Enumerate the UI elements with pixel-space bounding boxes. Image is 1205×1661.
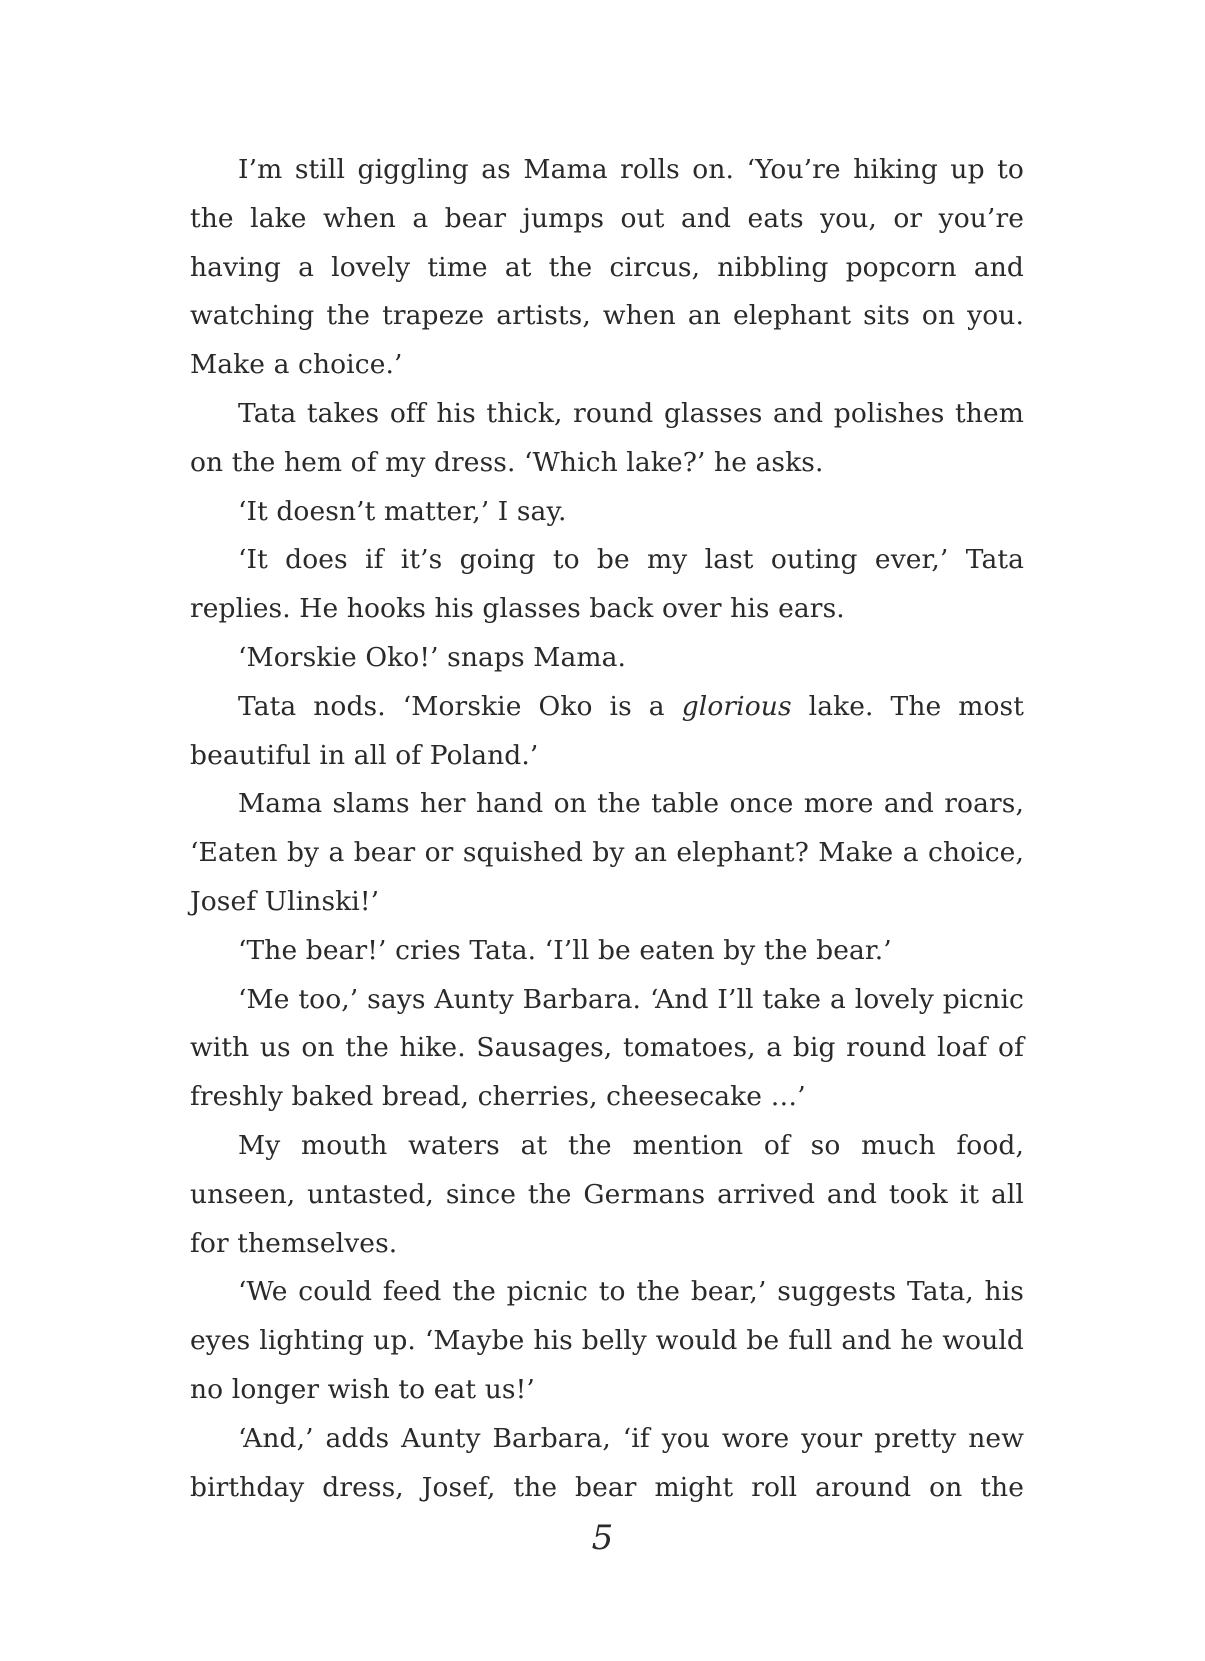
page-number: 5 <box>591 1518 614 1558</box>
text-run: ‘It doesn’t matter,’ I say. <box>238 495 567 527</box>
text-run: ‘Me too,’ says Aunty Barbara. ‘And I’ll take a lovely picnic with us on the hike. Sausages, tomatoes, a big round loaf of freshly baked bread, cherries, cheesecake …’ <box>190 983 1024 1113</box>
paragraph <box>190 976 1024 1122</box>
paragraph <box>190 390 1024 488</box>
paragraph <box>190 1415 1024 1513</box>
text-run: ‘Morskie Oko!’ snaps Mama. <box>238 641 626 673</box>
paragraph <box>190 536 1024 634</box>
text-run: I’m still giggling as Mama rolls on. ‘You’re hiking up to the lake when a bear jumps out and eats you, or you’re having a lovely time at the circus, nibbling popcorn and watching the trapeze artists, when an elephant sits on you. Make a choice.’ <box>190 154 1024 381</box>
paragraph <box>190 1122 1024 1268</box>
paragraph <box>190 683 1024 781</box>
paragraph <box>190 634 1024 683</box>
text-run: lake. The most beautiful in all of Poland.’ <box>190 690 1025 771</box>
paragraph <box>190 146 1024 390</box>
text-run: My mouth waters at the mention of so much food, unseen, untasted, since the Germans arrived and took it all for themselves. <box>190 1129 1024 1259</box>
text-run: ‘And,’ adds Aunty Barbara, ‘if you wore your pretty new birthday dress, Josef, the bear might roll around on the <box>190 1422 1024 1503</box>
text-run: ‘We could feed the picnic to the bear,’ suggests Tata, his eyes lighting up. ‘Maybe his belly would be full and he would no longer wish to eat us!’ <box>190 1276 1024 1405</box>
paragraph <box>190 780 1024 926</box>
text-run: Tata nods. ‘Morskie Oko is a <box>238 690 682 722</box>
paragraph <box>190 488 1024 537</box>
text-run: Tata takes off his thick, round glasses and polishes them on the hem of my dress. ‘Which lake?’ he asks. <box>190 397 1024 478</box>
text-run: ‘The bear!’ cries Tata. ‘I’ll be eaten by the bear.’ <box>238 934 892 966</box>
body-text <box>190 146 1024 1512</box>
text-run: Mama slams her hand on the table once more and roars, ‘Eaten by a bear or squished by an elephant? Make a choice, Josef Ulinski!’ <box>190 788 1024 917</box>
paragraph <box>190 927 1024 976</box>
italic-text: glorious <box>681 690 792 722</box>
paragraph <box>190 1268 1024 1414</box>
text-run: ‘It does if it’s going to be my last outing ever,’ Tata replies. He hooks his glasses back over his ears. <box>190 544 1024 625</box>
